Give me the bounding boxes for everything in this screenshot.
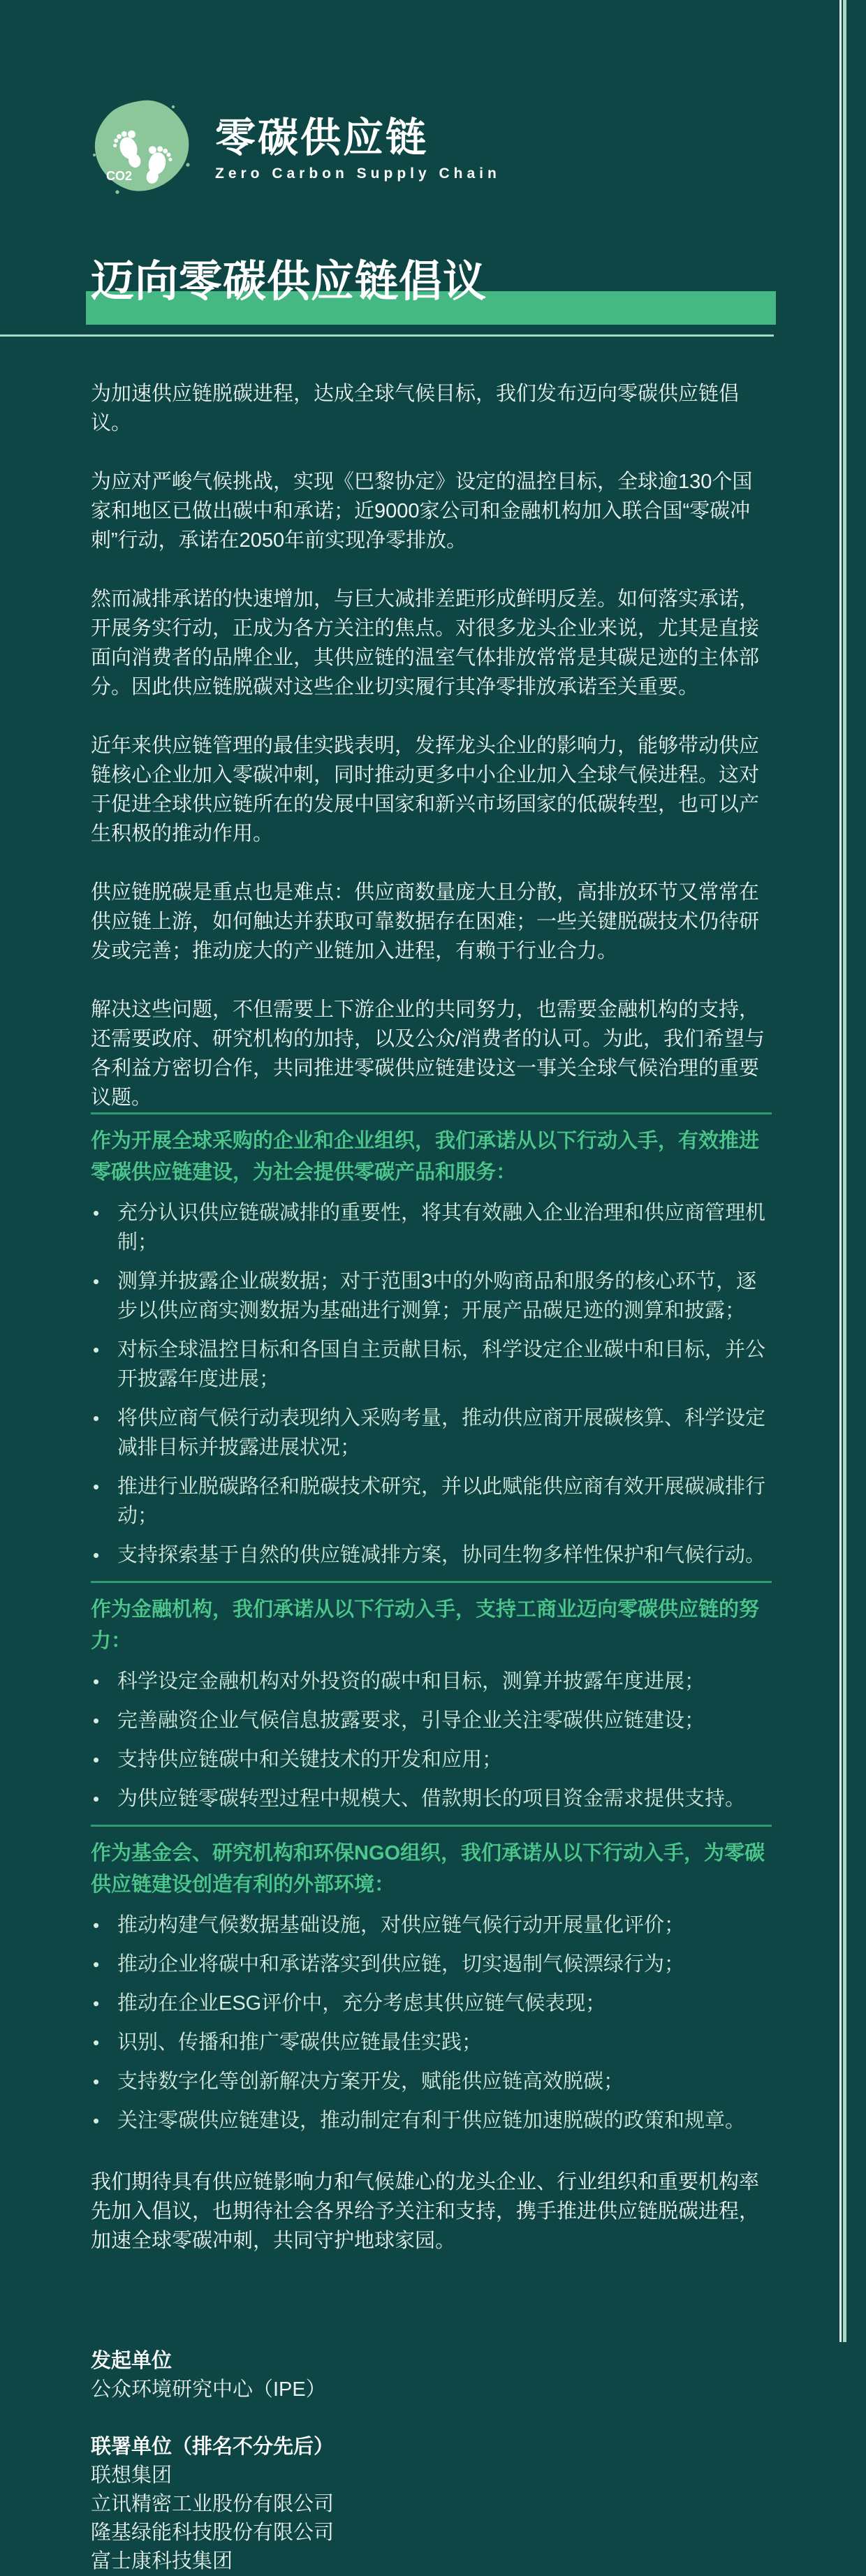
main-content [0,379,866,2576]
co2-badge-text: CO2 [106,169,133,183]
logo-name-cn: 零碳供应链 [215,115,429,161]
commitment-list [91,1667,772,1813]
section-heading: 作为开展全球采购的企业和企业组织，我们承诺从以下行动入手，有效推进零碳供应链建设，为社会提供零碳产品和服务： [91,1130,760,1184]
list-item: • 充分认识供应链碳减排的重要性，将其有效融入企业治理和供应商管理机制； [91,1198,772,1257]
cosigner-item: 立讯精密工业股份有限公司 [91,2493,335,2515]
list-item: • 关注零碳供应链建设，推动制定有利于供应链加速脱碳的政策和规章。 [91,2106,772,2135]
logo-text [215,117,501,182]
cosigner-item: 隆基绿能科技股份有限公司 [91,2522,335,2544]
logo-name-en: Zero Carbon Supply Chain [215,165,501,182]
list-item: • 支持探索基于自然的供应链减排方案，协同生物多样性保护和气候行动。 [91,1540,772,1570]
co2-footprints-badge-icon [89,96,196,203]
list-item: • 完善融资企业气候信息披露要求，引导企业关注零碳供应链建设； [91,1706,772,1735]
list-item: • 推动在企业ESG评价中，充分考虑其供应链气候表现； [91,1989,772,2018]
list-item: • 推动企业将碳中和承诺落实到供应链，切实遏制气候漂绿行为； [91,1950,772,1979]
list-item: • 科学设定金融机构对外投资的碳中和目标，测算并披露年度进展； [91,1667,772,1696]
section-foundations-ngos [91,1825,772,2135]
list-item: • 对标全球温控目标和各国自主贡献目标，科学设定企业碳中和目标，并公开披露年度进展； [91,1335,772,1394]
cosigner-item: 联想集团 [91,2464,173,2487]
intro-paragraph: 为应对严峻气候挑战，实现《巴黎协定》设定的温控目标，全球逾130个国家和地区已做出碳中和承诺；近9000家公司和金融机构加入联合国“零碳冲刺”行动，承诺在2050年前实现净零排放。 [91,471,753,552]
section-heading: 作为基金会、研究机构和环保NGO组织，我们承诺从以下行动入手，为零碳供应链建设创造有利的外部环境： [91,1842,765,1896]
list-item: • 测算并披露企业碳数据；对于范围3中的外购商品和服务的核心环节，逐步以供应商实测数据为基础进行测算；开展产品碳足迹的测算和披露； [91,1267,772,1325]
right-edge-stripe-light [839,0,842,2342]
section-divider [91,1581,772,1583]
list-item: • 为供应链零碳转型过程中规模大、借款期长的项目资金需求提供支持。 [91,1784,772,1813]
page-title-block [91,260,772,326]
initiator-item: 公众环境研究中心（IPE） [91,2378,326,2401]
list-item: • 将供应商气候行动表现纳入采购考量，推动供应商开展碳核算、科学设定减排目标并披露进展状况； [91,1404,772,1462]
cosigner-item: 富士康科技集团 [91,2550,233,2573]
list-item: • 支持数字化等创新解决方案开发，赋能供应链高效脱碳； [91,2067,772,2096]
list-item: • 识别、传播和推广零碳供应链最佳实践； [91,2028,772,2057]
page-title: 迈向零碳供应链倡议 [91,258,487,306]
section-heading: 作为金融机构，我们承诺从以下行动入手，支持工商业迈向零碳供应链的努力： [91,1598,760,1652]
commitment-list [91,1911,772,2135]
list-item: • 推进行业脱碳路径和脱碳技术研究，并以此赋能供应商有效开展碳减排行动； [91,1472,772,1531]
intro-paragraph: 解决这些问题，不但需要上下游企业的共同努力，也需要金融机构的支持，还需要政府、研究机构的加持，以及公众/消费者的认可。为此，我们希望与各利益方密切合作，共同推进零碳供应链建设这一事关全球气候治理的重要议题。 [91,999,765,1109]
closing-paragraph: 我们期待具有供应链影响力和气候雄心的龙头企业、行业组织和重要机构率先加入倡议，也期待社会各界给予关注和支持，携手推进供应链脱碳进程，加速全球零碳冲刺，共同守护地球家园。 [91,2171,760,2252]
cosigner-label: 联署单位（排名不分先后） [91,2436,335,2458]
section-divider [91,1825,772,1827]
intro-paragraph: 近年来供应链管理的最佳实践表明，发挥龙头企业的影响力，能够带动供应链核心企业加入零碳冲刺，同时推动更多中小企业加入全球气候进程。这对于促进全球供应链所在的发展中国家和新兴市场国家的低碳转型，也可以产生积极的推动作用。 [91,735,760,845]
section-divider [91,1112,772,1114]
section-purchasing-enterprises [91,1112,772,1570]
title-underline-rule [0,334,774,337]
intro-paragraph: 为加速供应链脱碳进程，达成全球气候目标，我们发布迈向零碳供应链倡议。 [91,383,740,434]
commitment-list [91,1198,772,1570]
intro-paragraph: 然而减排承诺的快速增加，与巨大减排差距形成鲜明反差。如何落实承诺，开展务实行动，正成为各方关注的焦点。对很多龙头企业来说，尤其是直接面向消费者的品牌企业，其供应链的温室气体排放常常是其碳足迹的主体部分。因此供应链脱碳对这些企业切实履行其净零排放承诺至关重要。 [91,588,760,698]
initiator-label: 发起单位 [91,2350,173,2372]
intro-paragraph: 供应链脱碳是重点也是难点：供应商数量庞大且分散，高排放环节又常常在供应链上游，如何触达并获取可靠数据存在困难；一些关键脱碳技术仍待研发或完善；推动庞大的产业链加入进程，有赖于行业合力。 [91,881,760,962]
logo-block [0,0,866,203]
list-item: • 支持供应链碳中和关键技术的开发和应用； [91,1745,772,1774]
right-edge-stripe-green [843,0,846,2342]
footprints-icon [89,96,196,203]
footer-organizations [91,2346,772,2576]
section-financial-institutions [91,1581,772,1813]
list-item: • 推动构建气候数据基础设施，对供应链气候行动开展量化评价； [91,1911,772,1940]
